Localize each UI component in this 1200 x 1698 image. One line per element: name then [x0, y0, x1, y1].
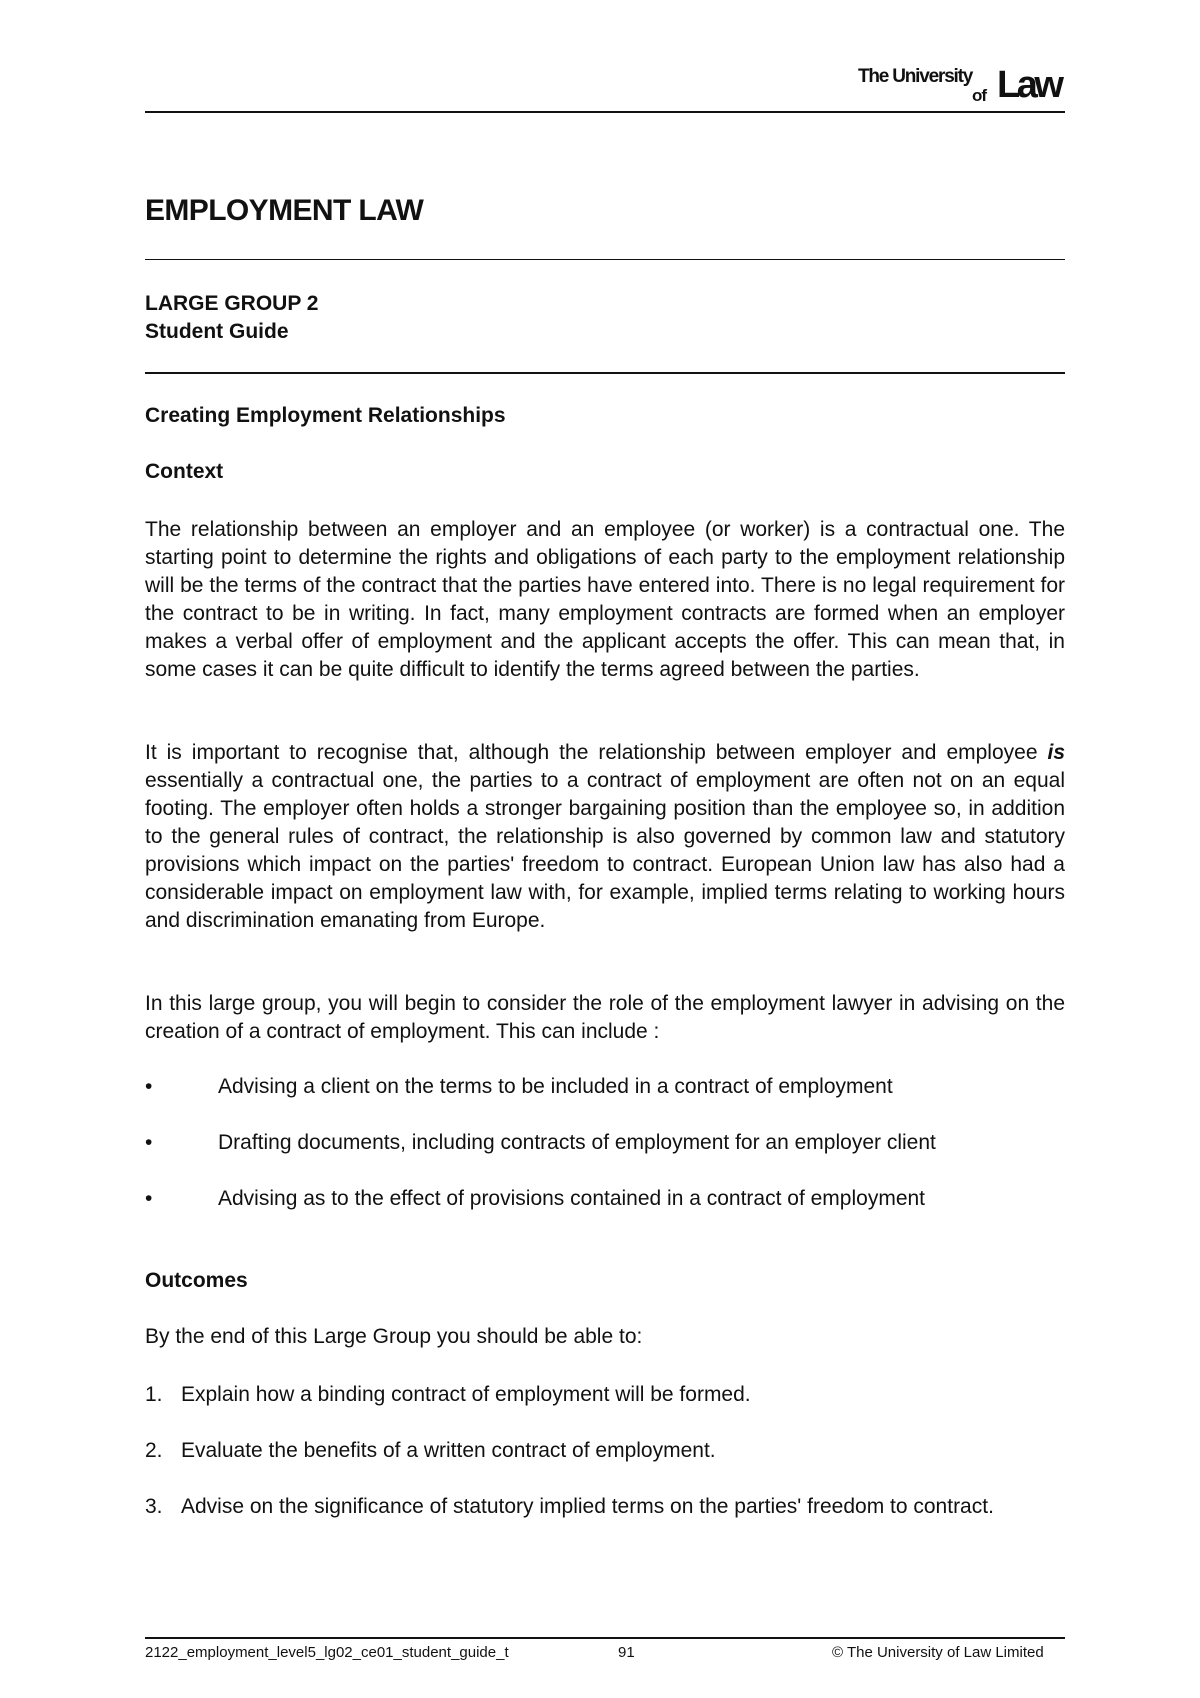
outcome-number: 3.	[145, 1495, 163, 1518]
bullet-text: Drafting documents, including contracts of employment for an employer client	[218, 1131, 936, 1154]
context-paragraph-2	[145, 739, 1065, 935]
bullet-icon: •	[145, 1131, 153, 1154]
university-logo	[858, 64, 1068, 106]
title-rule	[145, 259, 1065, 260]
outcome-text: Explain how a binding contract of employment will be formed.	[181, 1383, 751, 1406]
outcome-number: 1.	[145, 1383, 163, 1406]
logo-line-1: The University	[858, 66, 973, 87]
outcome-item	[145, 1493, 1065, 1521]
group-heading	[145, 290, 318, 346]
context-paragraph-2-part-1: It is important to recognise that, although the relationship between employer and employee	[145, 741, 1048, 764]
outcomes-intro: By the end of this Large Group you should be able to:	[145, 1325, 643, 1348]
header-rule	[145, 111, 1065, 113]
bullet-text: Advising a client on the terms to be included in a contract of employment	[218, 1075, 893, 1098]
logo-line-2: of	[972, 86, 987, 105]
logo-line-3: Law	[997, 64, 1061, 106]
outcome-text: Evaluate the benefits of a written contract of employment.	[181, 1439, 716, 1462]
group-line-2: Student Guide	[145, 320, 289, 343]
bullet-icon: •	[145, 1075, 153, 1098]
outcome-item	[145, 1437, 1065, 1465]
group-rule	[145, 372, 1065, 374]
outcome-item	[145, 1381, 1065, 1409]
bullet-icon: •	[145, 1187, 153, 1210]
context-paragraph-1: The relationship between an employer and an employee (or worker) is a contractual one. The starting point to determine the rights and obligations of each party to the employment relationship will be the terms of the contract that the parties have entered into. There is no legal requirement for the contract to be in writing. In fact, many employment contracts are formed when an employer makes a verbal offer of employment and the applicant accepts the offer. This can mean that, in some cases it can be quite difficult to identify the terms agreed between the parties.	[145, 518, 1065, 681]
section-heading: Creating Employment Relationships	[145, 404, 506, 427]
context-paragraph-2-part-2: essentially a contractual one, the parties to a contract of employment are often not on an equal footing. The employer often holds a stronger bargaining position than the employee so, in addition to the general rules of contract, the relationship is also governed by common law and statutory provisions which impact on the parties' freedom to contract. European Union law has also had a considerable impact on employment law with, for example, implied terms relating to working hours and discrimination emanating from Europe.	[145, 769, 1065, 932]
context-paragraph-3: In this large group, you will begin to consider the role of the employment lawyer in advising on the creation of a contract of employment. This can include :	[145, 992, 1065, 1043]
outcome-text: Advise on the significance of statutory implied terms on the parties' freedom to contract.	[181, 1495, 994, 1518]
footer-rule	[145, 1637, 1065, 1639]
outcome-number: 2.	[145, 1439, 163, 1462]
emphasis-is: is	[1047, 741, 1065, 764]
group-line-1: LARGE GROUP 2	[145, 292, 319, 315]
outcomes-heading: Outcomes	[145, 1269, 248, 1292]
document-title: EMPLOYMENT LAW	[145, 194, 424, 227]
footer-page-number: 91	[618, 1644, 635, 1661]
footer-filename: 2122_employment_level5_lg02_ce01_student_guide_t	[145, 1644, 509, 1661]
bullet-text: Advising as to the effect of provisions contained in a contract of employment	[218, 1187, 926, 1210]
context-heading: Context	[145, 460, 224, 483]
footer-copyright: © The University of Law Limited	[832, 1644, 1044, 1661]
